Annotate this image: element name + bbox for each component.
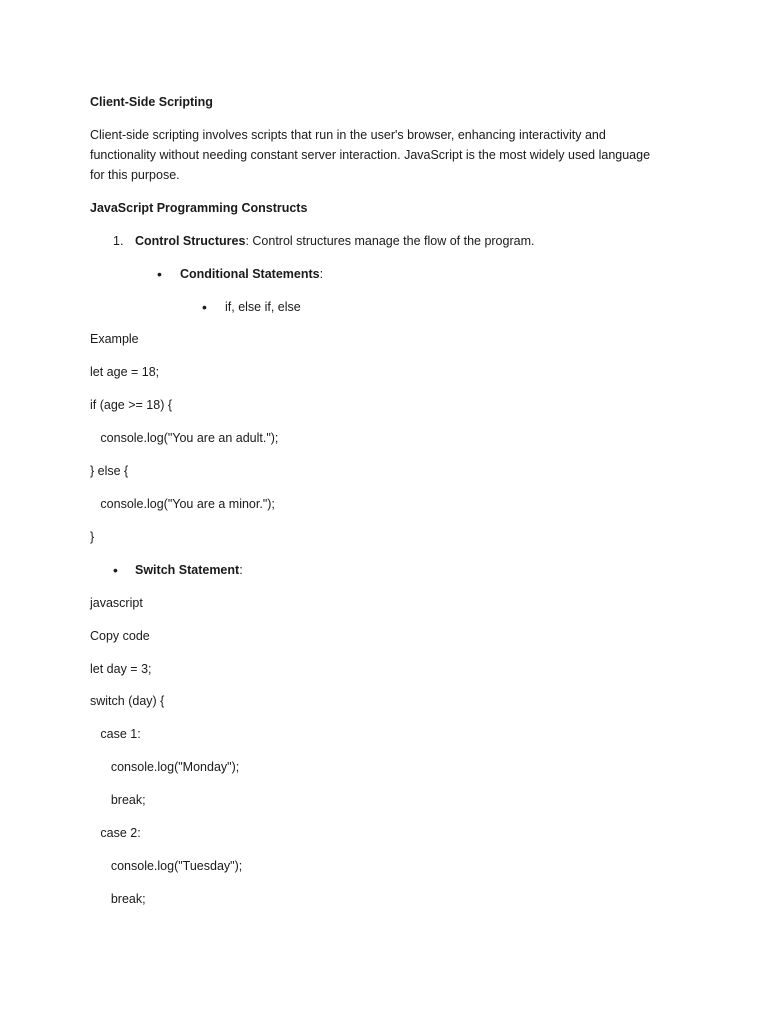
heading-client-side-scripting: Client-Side Scripting	[90, 95, 213, 109]
list-term-control-structures: Control Structures	[135, 234, 246, 248]
code-line: console.log("Monday");	[90, 760, 240, 774]
list-term-switch: Switch Statement	[135, 563, 240, 577]
list-number-1: 1.	[113, 234, 124, 248]
code-line: console.log("You are a minor.");	[90, 497, 275, 511]
list-item-switch-statement	[135, 560, 243, 580]
list-item-if-else: if, else if, else	[225, 300, 301, 314]
intro-line-1: Client-side scripting involves scripts that run in the user's browser, enhancing interactivity and	[90, 128, 606, 142]
intro-line-3: for this purpose.	[90, 168, 180, 182]
code-line: } else {	[90, 464, 129, 478]
code-line: console.log("Tuesday");	[90, 859, 243, 873]
code-line: let day = 3;	[90, 662, 152, 676]
bullet-icon: •	[113, 562, 118, 578]
list-desc-control-structures: : Control structures manage the flow of the program.	[245, 234, 535, 248]
example-label: Example	[90, 332, 139, 346]
list-item-control-structures	[135, 231, 534, 251]
list-item-conditional-statements	[180, 264, 323, 284]
bullet-icon: •	[157, 266, 162, 282]
bullet-icon: •	[202, 299, 207, 315]
list-term-conditional: Conditional Statements	[180, 267, 320, 281]
code-line: switch (day) {	[90, 694, 165, 708]
copy-code-label: Copy code	[90, 629, 150, 643]
code-line: break;	[90, 793, 146, 807]
intro-line-2: functionality without needing constant server interaction. JavaScript is the most widely used language	[90, 148, 651, 162]
code-line: }	[90, 530, 95, 544]
list-colon-switch: :	[239, 563, 243, 577]
code-line: break;	[90, 892, 146, 906]
code-line: case 2:	[90, 826, 141, 840]
code-line: console.log("You are an adult.");	[90, 431, 279, 445]
list-colon-conditional: :	[319, 267, 324, 281]
code-line: let age = 18;	[90, 365, 160, 379]
language-label: javascript	[90, 596, 143, 610]
heading-js-constructs: JavaScript Programming Constructs	[90, 201, 308, 215]
code-line: if (age >= 18) {	[90, 398, 173, 412]
code-line: case 1:	[90, 727, 141, 741]
